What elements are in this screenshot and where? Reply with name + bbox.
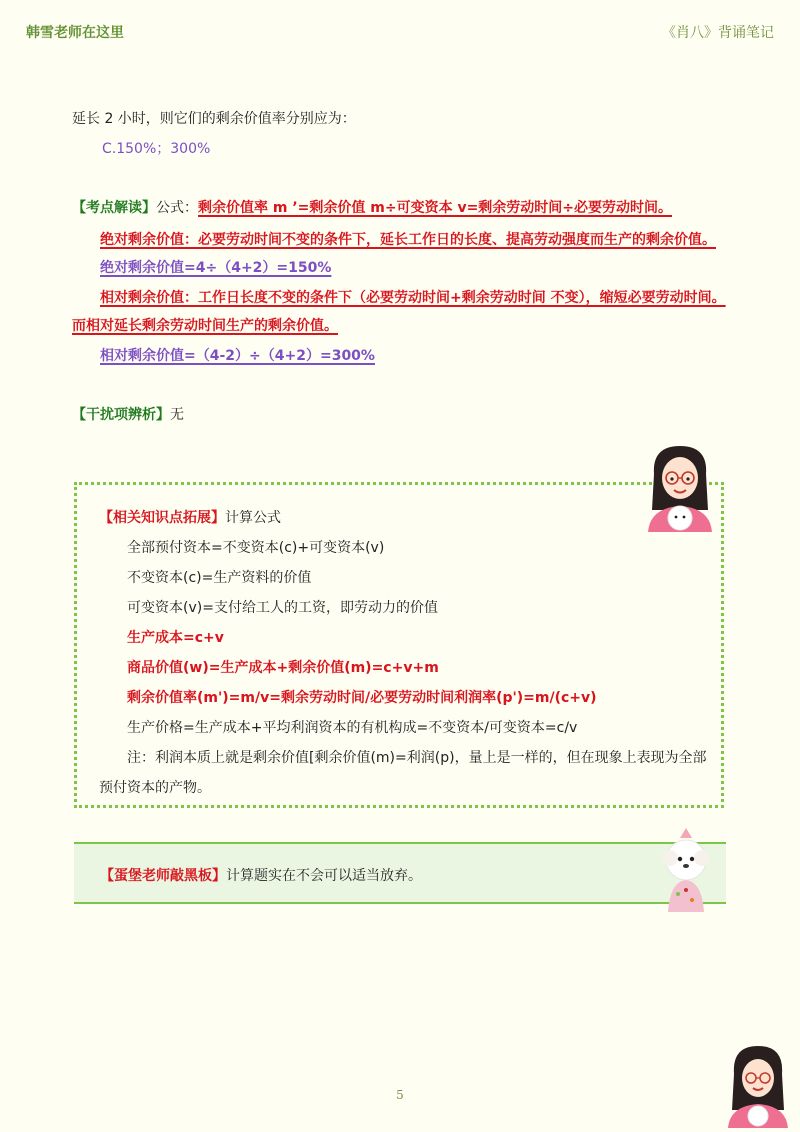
extension-label: 【相关知识点拓展】 (99, 510, 225, 526)
formula-line-bold: 剩余价值率(m')=m/v=剩余劳动时间/必要劳动时间利润率(p')=m/(c+v) (127, 690, 597, 706)
formula-line: 生产价格=生产成本+平均利润资本的有机构成=不变资本/可变资本=c/v (127, 720, 578, 736)
formula-line: 可变资本(v)=支付给工人的工资，即劳动力的价值 (127, 600, 438, 616)
relative-surplus-calc: 相对剩余价值=（4-2）÷（4+2）=300% (100, 348, 375, 364)
extension-title-line (99, 507, 281, 527)
tip-line (100, 865, 422, 885)
absolute-surplus-calc: 绝对剩余价值=4÷（4+2）=150% (100, 260, 332, 276)
relative-surplus-definition-2: 而相对延长剩余劳动时间生产的剩余价值。 (72, 318, 338, 334)
note-line: 注：利润本质上就是剩余价值[剩余价值(m)=利润(p)，量上是一样的，但在现象上表现为全部 (127, 750, 707, 766)
teacher-tip-box (74, 842, 726, 904)
distractor-line (72, 404, 184, 424)
note-line: 预付资本的产物。 (99, 780, 211, 796)
knowledge-extension-box (74, 482, 724, 808)
formula-line: 全部预付资本=不变资本(c)+可变资本(v) (127, 540, 385, 556)
page-number: 5 (396, 1088, 404, 1102)
distractor-label: 【干扰项辨析】 (72, 407, 170, 423)
dog-mascot-illustration (656, 828, 716, 916)
formula-line-bold: 商品价值(w)=生产成本+剩余价值(m)=c+v+m (127, 660, 439, 676)
tip-text: 计算题实在不会可以适当放弃。 (226, 868, 422, 884)
teacher-avatar-illustration (640, 440, 720, 536)
question-text: 延长 2 小时，则它们的剩余价值率分别应为： (72, 111, 356, 127)
header-left-title: 韩雪老师在这里 (26, 25, 124, 41)
relative-surplus-definition-1: 相对剩余价值：工作日长度不变的条件下（必要劳动时间+剩余劳动时间 不变），缩短必要劳动时间。 (100, 290, 726, 306)
extension-title: 计算公式 (225, 510, 281, 526)
analysis-label: 【考点解读】 (72, 200, 156, 216)
answer-text: C.150%；300% (102, 141, 211, 157)
analysis-formula-line (72, 197, 672, 217)
teacher-avatar-bottom-illustration (724, 1042, 792, 1132)
formula-text: 剩余价值率 m ’=剩余价值 m÷可变资本 v=剩余劳动时间÷必要劳动时间。 (198, 200, 673, 216)
formula-line-bold: 生产成本=c+v (127, 630, 224, 646)
absolute-surplus-definition: 绝对剩余价值：必要劳动时间不变的条件下，延长工作日的长度、提高劳动强度而生产的剩余价值。 (100, 232, 716, 248)
formula-prefix: 公式： (156, 200, 198, 216)
header-right-title: 《肖八》背诵笔记 (662, 25, 774, 41)
distractor-text: 无 (170, 407, 184, 423)
formula-line: 不变资本(c)=生产资料的价值 (127, 570, 312, 586)
tip-label: 【蛋堡老师敲黑板】 (100, 868, 226, 884)
